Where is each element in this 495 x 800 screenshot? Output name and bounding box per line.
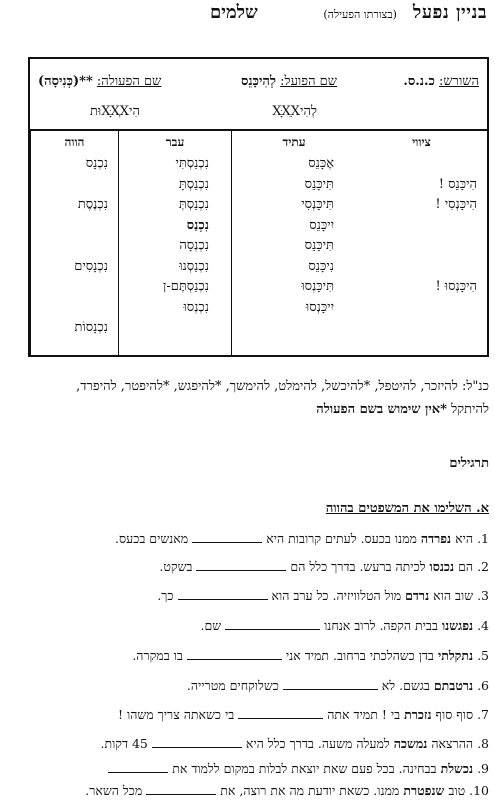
answer-blank[interactable]: [146, 782, 216, 795]
present-cell: נִכְנָסִים: [74, 258, 108, 274]
infinitive-value: לְהִיכָּנֵס: [241, 74, 276, 89]
past-column: [118, 129, 231, 355]
exercise-6: [0, 677, 489, 694]
similar-verbs-note: כנ"ל: להיזכר, להיטפל, *להיכשל, להימלט, להימשך, *להיפגש, *להיפטר, להיפרד,: [76, 379, 489, 394]
past-cell: נִכְנַס: [186, 217, 209, 233]
exercise-text: ממנו בכעס. לעתים קרובות היא: [266, 531, 417, 546]
exercise-5: [0, 647, 489, 664]
infinitive-field: [241, 73, 337, 89]
future-cell: יִיכָּנְסוּ: [305, 299, 334, 315]
exercise-3: [0, 587, 489, 604]
exercise-verb: נכשלת: [440, 761, 474, 776]
exercise-9: [0, 760, 489, 777]
exercise-end: מכל השאר.: [85, 783, 143, 798]
exercise-end: בו במקרה.: [132, 648, 183, 663]
exercise-10: [0, 782, 489, 799]
exercise-end: כשלוקחים מטרייה.: [186, 678, 279, 693]
present-header: הווה: [64, 135, 85, 149]
root-label: השורש:: [439, 74, 479, 89]
future-cell: אֶכָּנֵס: [308, 156, 334, 171]
exercise-verb: נמשכה: [393, 736, 428, 751]
imperative-cell: הִיכָּנֵס !: [438, 176, 477, 192]
exercise-number: 7.: [477, 707, 489, 722]
exercise-end: 45 דקות.: [100, 736, 148, 751]
past-cell: נִכְנְסָה: [179, 238, 209, 253]
past-cell: נִכְנְסוּ: [183, 299, 209, 315]
page-subtitle: (בצורתו הפעילה): [323, 8, 397, 21]
future-cell: תִּיכָּנְסוּ: [301, 279, 334, 294]
past-cell: נִכְנַסְתֶּם-ן: [163, 279, 209, 294]
exercise-number: 9.: [477, 761, 489, 776]
action-noun-value: **(כְּנִיסָה): [38, 74, 93, 89]
table-header: [30, 59, 487, 131]
exercise-verb: נרדם: [405, 588, 430, 603]
exercise-2: [0, 558, 489, 575]
infinitive-label: שם הפועל:: [280, 74, 337, 89]
exercise-verb: שנפטרת: [403, 783, 445, 798]
section-a-title: א. השלימו את המשפטים בהווה: [325, 501, 489, 516]
present-cell: [31, 175, 118, 196]
answer-blank[interactable]: [108, 760, 168, 773]
exercise-number: 10.: [469, 783, 489, 798]
exercise-text: בבחינה. בכל פעם שאת יוצאת לבלות במקום ללמוד את: [172, 761, 437, 776]
future-header: עתיד: [282, 135, 306, 149]
past-cell: נִכְנַסְתְּ: [178, 197, 209, 212]
exercise-number: 1.: [477, 531, 489, 546]
tense-columns: [30, 129, 487, 355]
answer-blank[interactable]: [187, 647, 282, 660]
exercise-4: [0, 617, 489, 634]
exercise-8: [0, 735, 489, 752]
exercise-1: [0, 530, 489, 547]
exercise-pre: טוב: [448, 783, 466, 798]
answer-blank[interactable]: [283, 677, 378, 690]
action-noun-field: [38, 73, 161, 89]
future-cell: תִּיכָּנֵס: [304, 238, 334, 253]
future-cell: תִּיכָּנְסִי: [301, 197, 334, 212]
past-cell: נִכְנַסְנוּ: [179, 258, 209, 274]
answer-blank[interactable]: [152, 735, 242, 748]
exercise-text: בי ! תמיד אתה: [327, 707, 401, 722]
exercise-verb: נתקלתי: [437, 648, 474, 663]
exercise-number: 4.: [477, 618, 489, 633]
exercise-end: שם.: [200, 618, 222, 633]
exercise-end: בי כשאתה צריך משהו !: [118, 707, 235, 722]
exercise-end: בשקט.: [159, 559, 193, 574]
exercise-pre: הם: [458, 559, 474, 574]
future-cell: נִיכָּנֵס: [308, 258, 334, 274]
root-value: כ.נ.ס.: [403, 74, 435, 89]
imperative-cell: [356, 236, 487, 257]
present-cell: [31, 298, 118, 319]
future-cell: יִיכָּנֵס: [309, 217, 334, 233]
action-noun-label: שם הפעולה:: [96, 74, 162, 89]
exercise-verb: נפגשנו: [441, 618, 474, 633]
imperative-cell: [356, 216, 487, 237]
imperative-header: ציווי: [412, 135, 431, 149]
exercise-7: [0, 706, 489, 723]
past-cell: נִכְנַסְתִּי: [175, 156, 209, 171]
exercise-text: ממנו. כשאת יודעת מה את רוצה, את: [220, 783, 400, 798]
present-column: [30, 129, 118, 355]
exercise-verb: נרטבתם: [433, 678, 474, 693]
future-cell: תִּיכָּנֵס: [304, 176, 334, 192]
exercise-number: 5.: [477, 648, 489, 663]
infinitive-pattern: לְהִיXָּXֵX: [272, 104, 317, 119]
present-cell: [31, 216, 118, 237]
exercise-pre: סוף סוף: [435, 707, 474, 722]
present-cell: [31, 236, 118, 257]
exercise-pre: ההרצאה: [431, 736, 474, 751]
exercise-verb: נכנסו: [429, 559, 455, 574]
root-field: [403, 73, 479, 89]
answer-blank[interactable]: [178, 587, 268, 600]
present-cell: נִכְנָסוֹת: [74, 320, 108, 335]
answer-blank[interactable]: [225, 617, 320, 630]
present-cell: נִכְנֶסֶת: [77, 197, 108, 212]
exercise-number: 2.: [477, 559, 489, 574]
exercise-pre: שוב הוא: [433, 588, 474, 603]
note-warning: *אין שימוש בשם הפעולה: [316, 402, 447, 417]
exercise-text: בדן כשהלכתי ברחוב. תמיד אני: [285, 648, 434, 663]
exercise-text: בבית הקפה. לרוב אנחנו: [324, 618, 438, 633]
exercise-number: 6.: [477, 678, 489, 693]
imperative-cell: הִיכָּנְסִי !: [435, 197, 477, 212]
present-cell: [31, 277, 118, 298]
imperative-cell: [356, 298, 487, 319]
exercise-pre: היא: [455, 531, 474, 546]
action-noun-pattern: הִיXָּXְXוּת: [90, 104, 140, 119]
past-header: עבר: [165, 135, 185, 149]
exercise-number: 3.: [477, 588, 489, 603]
imperative-cell: הִיכָּנְסוּ !: [435, 279, 477, 294]
answer-blank[interactable]: [192, 530, 262, 543]
answer-blank[interactable]: [196, 558, 286, 571]
imperative-cell: [356, 257, 487, 278]
exercise-text: למעלה משעה. בדרך כלל היא: [245, 736, 390, 751]
past-cell: נִכְנַסְתָּ: [178, 176, 209, 192]
imperative-column: [356, 129, 487, 355]
page-title: בניין נפעל: [412, 2, 487, 23]
exercise-verb: נפרדה: [420, 531, 452, 546]
answer-blank[interactable]: [238, 706, 323, 719]
exercise-text: מול הטלוויזיה. כל ערב הוא: [271, 588, 402, 603]
conjugation-table: [28, 57, 489, 357]
exercise-end: כך.: [157, 588, 174, 603]
exercise-verb: נזכרת: [404, 707, 432, 722]
exercises-title: תרגילים: [449, 456, 489, 471]
exercise-text: לכיתה ברעש. בדרך כלל הם: [290, 559, 426, 574]
exercise-end: מאנשים בכעס.: [115, 531, 189, 546]
imperative-cell: [356, 154, 487, 175]
group-title: שלמים: [210, 2, 258, 23]
exercise-number: 8.: [477, 736, 489, 751]
note-verb: להיתקל: [451, 402, 489, 417]
similar-verbs-note-2: [9, 401, 489, 417]
exercise-text: בגשם. לא: [381, 678, 430, 693]
future-column: [231, 129, 356, 355]
present-cell: נִכְנָס: [85, 156, 108, 171]
